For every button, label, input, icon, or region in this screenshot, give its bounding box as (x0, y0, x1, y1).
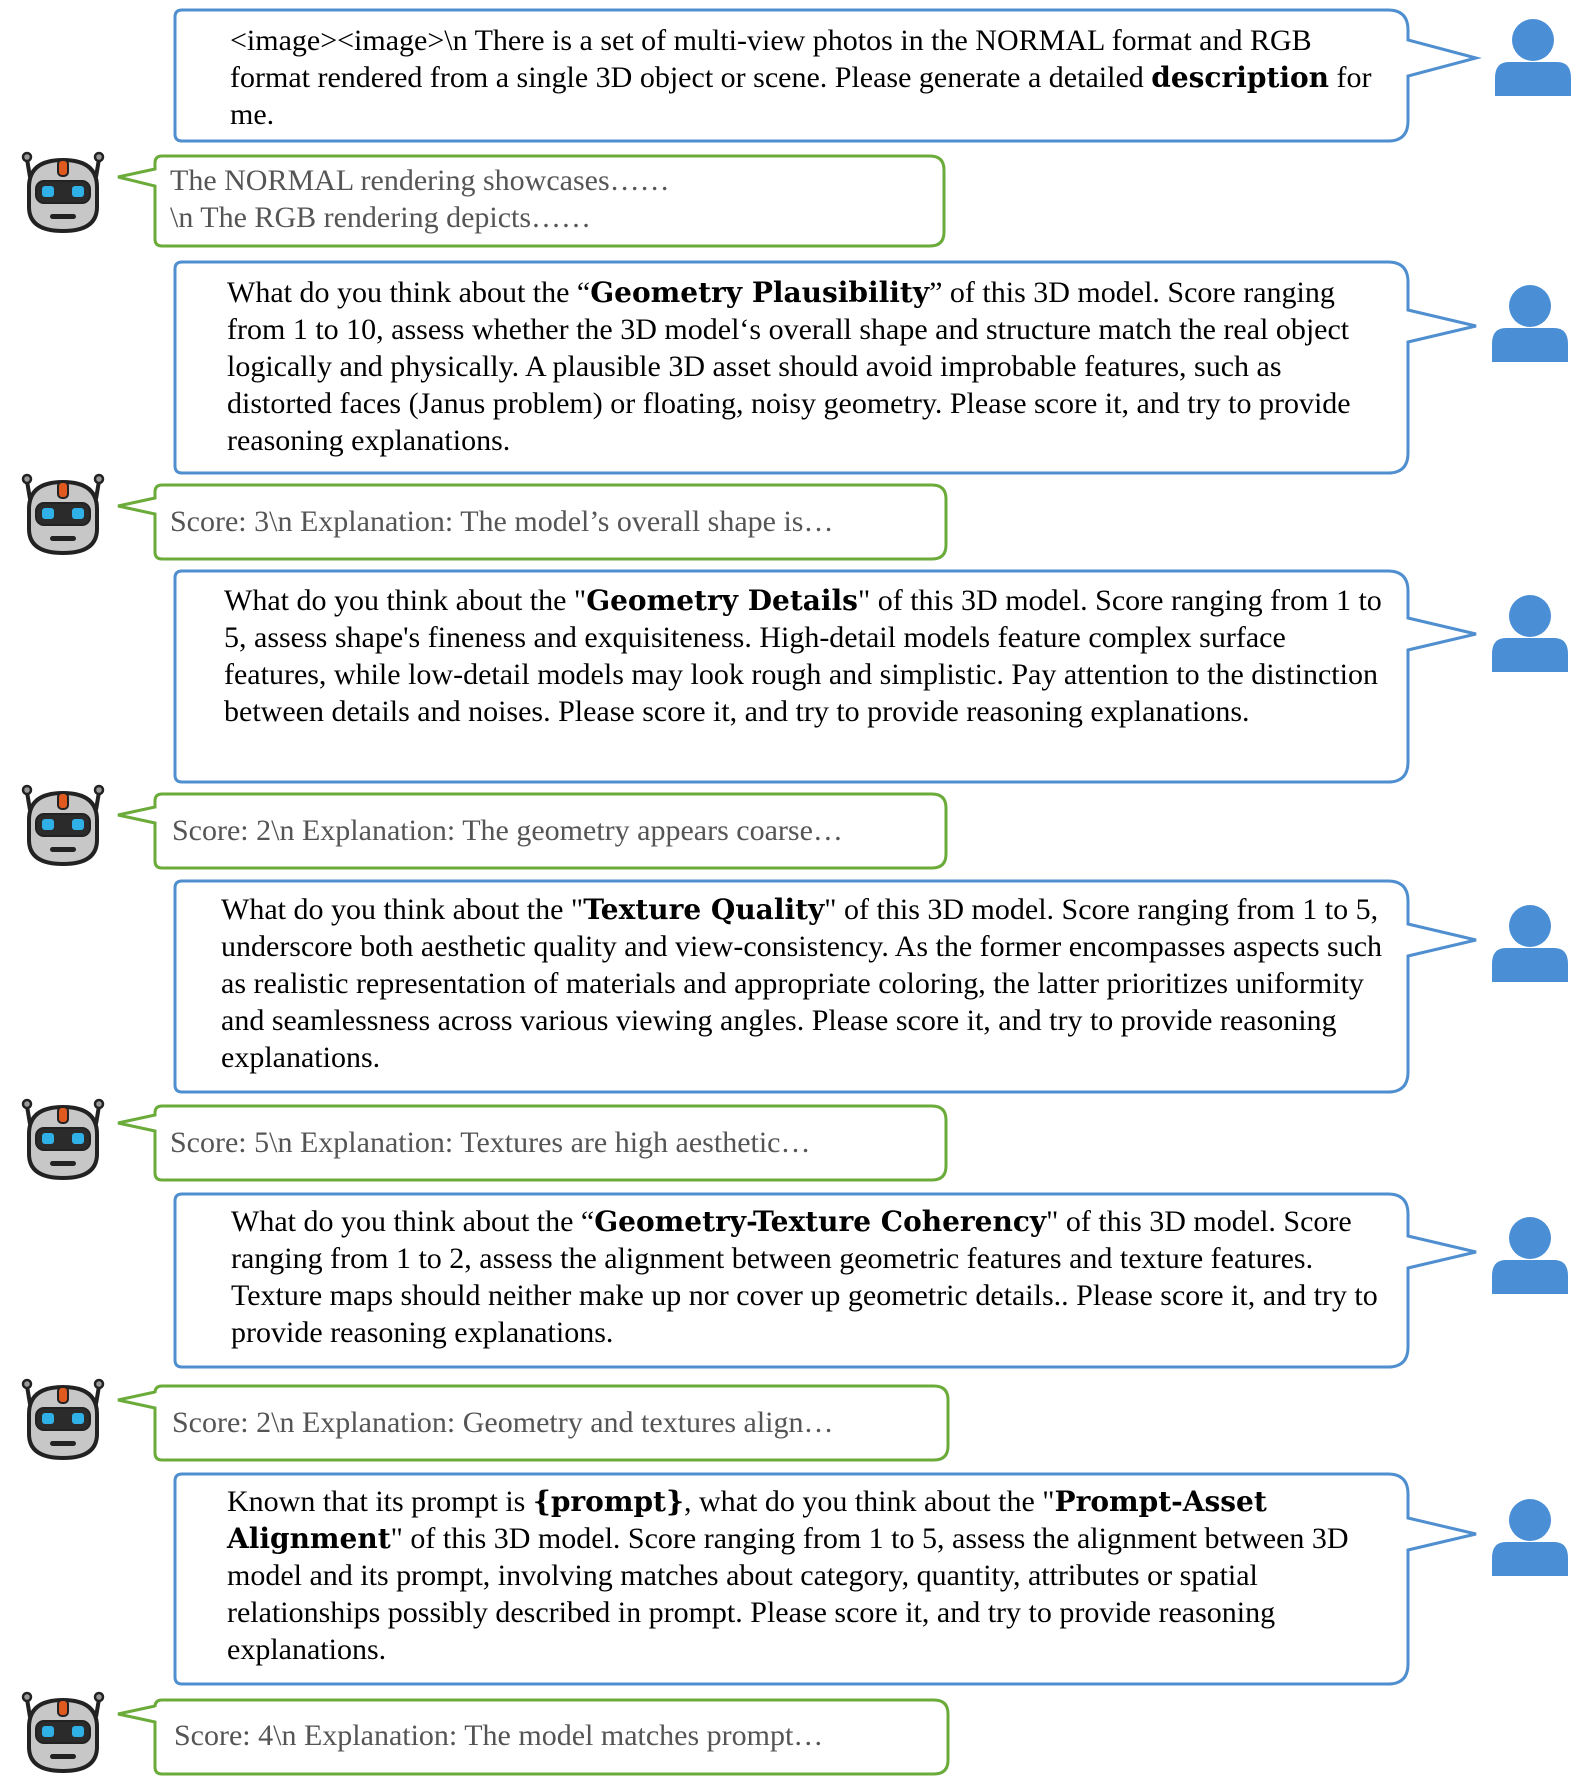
robot-head-icon (23, 1380, 103, 1458)
user-icon (1492, 905, 1568, 982)
robot-head-icon (23, 153, 103, 231)
user-message: Known that its prompt is {prompt}, what do you think about the "Prompt-Asset Alignment" of this 3D model. Score ranging from 1 to 5, assess the alignment between 3D model and its prompt, involving matches about category, quantity, attributes or spatial relationships possibly described in prompt. Please score it, and try to provide reasoning explanations. (227, 1485, 1349, 1666)
user-message: What do you think about the “Geometry Plausibility” of this 3D model. Score ranging from 1 to 10, assess whether the 3D model‘s overall shape and structure match the real object logically and physically. A plausible 3D asset should avoid improbable features, such as distorted faces (Janus problem) or floating, noisy geometry. Please score it, and try to provide reasoning explanations. (227, 276, 1351, 457)
bot-reply-line: Score: 5\n Explanation: Textures are high aesthetic… (170, 1126, 811, 1159)
bot-reply-line: Score: 4\n Explanation: The model matches prompt… (174, 1719, 824, 1752)
bot-reply-line: The NORMAL rendering showcases…… (170, 164, 670, 197)
bot-reply (172, 1404, 834, 1441)
bot-reply (170, 503, 833, 540)
bot-reply-line: Score: 3\n Explanation: The model’s overall shape is… (170, 505, 834, 538)
user-icon (1492, 1217, 1568, 1294)
user-icon (1492, 595, 1568, 672)
user-message: What do you think about the "Texture Quality" of this 3D model. Score ranging from 1 to 5, underscore both aesthetic quality and view-consistency. As the former encompasses aspects such as realistic representation of materials and appropriate coloring, the latter prioritizes uniformity and seamlessness across various viewing angles. Please score it, and try to provide reasoning explanations. (221, 893, 1383, 1074)
bot-reply-line: \n The RGB rendering depicts…… (170, 201, 592, 234)
bot-reply (172, 812, 843, 849)
user-icon (1495, 19, 1571, 96)
bot-reply (170, 162, 670, 236)
robot-head-icon (23, 1693, 103, 1771)
bot-reply-line: Score: 2\n Explanation: Geometry and textures align… (172, 1406, 834, 1439)
bot-reply-line: Score: 2\n Explanation: The geometry appears coarse… (172, 814, 843, 847)
user-icon (1492, 285, 1568, 362)
robot-head-icon (23, 1100, 103, 1178)
robot-head-icon (23, 786, 103, 864)
bot-reply (174, 1717, 823, 1754)
user-message: What do you think about the “Geometry-Texture Coherency" of this 3D model. Score ranging from 1 to 2, assess the alignment between geometric features and texture features. Texture maps should neither make up nor cover up geometric details.. Please score it, and try to provide reasoning explanations. (231, 1205, 1378, 1349)
user-message: <image><image>\n There is a set of multi-view photos in the NORMAL format and RGB format rendered from a single 3D object or scene. Please generate a detailed description for me. (230, 24, 1372, 131)
bot-reply (170, 1124, 811, 1161)
robot-head-icon (23, 475, 103, 553)
user-icon (1492, 1499, 1568, 1576)
user-message: What do you think about the "Geometry Details" of this 3D model. Score ranging from 1 to 5, assess shape's fineness and exquisiteness. High-detail models feature complex surface features, while low-detail models may look rough and simplistic. Pay attention to the distinction between details and noises. Please score it, and try to provide reasoning explanations. (224, 584, 1382, 728)
